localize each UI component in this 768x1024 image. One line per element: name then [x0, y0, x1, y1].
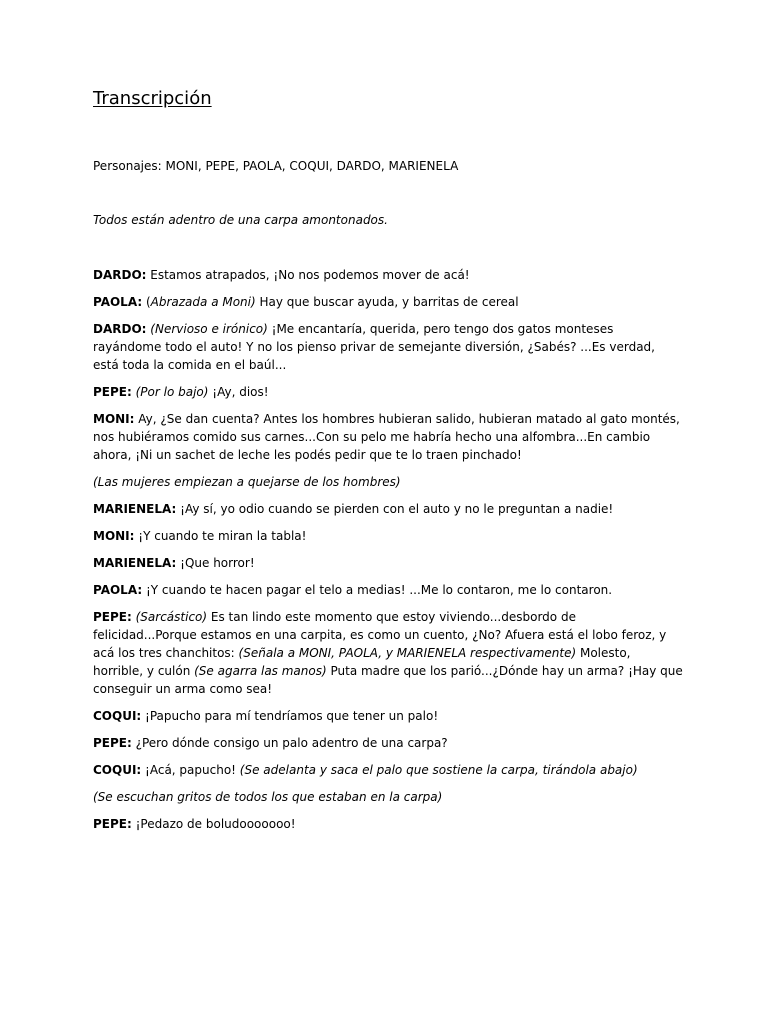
- dialogue-text: Estamos atrapados, ¡No nos podemos mover de acá!: [146, 268, 470, 282]
- stage-direction: [93, 473, 683, 491]
- dialogue-text: ¡Ay sí, yo odio cuando se pierden con el auto y no le preguntan a nadie!: [176, 502, 614, 516]
- dialogue-text: ¡Ay, dios!: [208, 385, 269, 399]
- stage-direction-text: (Se escuchan gritos de todos los que estaban en la carpa): [93, 790, 443, 804]
- dialogue-text: ¡Y cuando te miran la tabla!: [134, 529, 307, 543]
- speaker-name: PEPE:: [93, 817, 132, 831]
- dialogue-line: [93, 761, 683, 779]
- stage-direction-text: (Señala a MONI, PAOLA, y MARIENELA respectivamente): [238, 646, 577, 660]
- speaker-name: PEPE:: [93, 736, 132, 750]
- dialogue-text: Ay, ¿Se dan cuenta? Antes los hombres hubieran salido, hubieran matado al gato montés, nos hubiéramos comido sus carnes...Con su pelo me habría hecho una alfombra...En cambio ahora, ¡Ni un sachet de leche les podés pedir que te lo traen pinchado!: [93, 412, 680, 462]
- document-title: Transcripción: [93, 88, 212, 109]
- speaker-name: MONI:: [93, 529, 135, 543]
- script-body: [93, 266, 683, 842]
- speaker-name: MARIENELA:: [93, 502, 177, 516]
- dialogue-text: ¡Me encantaría, querida, pero tengo dos gatos monteses rayándome todo el auto! Y no los pienso privar de semejante diversión, ¿Sabés? ...Es verdad, está toda la comida en el baúl...: [93, 322, 655, 372]
- dialogue-line: [93, 554, 683, 572]
- dialogue-text: (: [142, 295, 151, 309]
- dialogue-line: [93, 293, 683, 311]
- stage-direction-text: (Las mujeres empiezan a quejarse de los hombres): [93, 475, 401, 489]
- dialogue-text: Es tan lindo este momento que estoy viviendo...desbordo de felicidad...Porque estamos en una carpita, es como un cuento, ¿No? Afuera está el lobo feroz, y acá los tres chanchitos:: [93, 610, 667, 660]
- stage-direction-text: (Nervioso e irónico): [150, 322, 268, 336]
- stage-direction-text: (Por lo bajo): [135, 385, 209, 399]
- stage-direction-text: Abrazada a Moni): [150, 295, 256, 309]
- speaker-name: MARIENELA:: [93, 556, 177, 570]
- dialogue-line: [93, 734, 683, 752]
- stage-direction-text: (Sarcástico): [135, 610, 208, 624]
- stage-direction-text: (Se agarra las manos): [194, 664, 327, 678]
- speaker-name: PEPE:: [93, 610, 132, 624]
- dialogue-text: ¡Acá, papucho!: [141, 763, 240, 777]
- dialogue-text: ¡Pedazo de boludooooooo!: [131, 817, 296, 831]
- dialogue-text: Molesto, horrible, y culón: [93, 646, 631, 678]
- speaker-name: MONI:: [93, 412, 135, 426]
- dialogue-line: [93, 581, 683, 599]
- dialogue-text: ¡Y cuando te hacen pagar el telo a medias! ...Me lo contaron, me lo contaron.: [142, 583, 613, 597]
- speaker-name: PAOLA:: [93, 583, 143, 597]
- dialogue-line: [93, 707, 683, 725]
- dialogue-text: ¡Que horror!: [176, 556, 255, 570]
- dialogue-line: [93, 320, 683, 374]
- stage-direction-text: (Se adelanta y saca el palo que sostiene la carpa, tirándola abajo): [239, 763, 638, 777]
- dialogue-text: Puta madre que los parió...¿Dónde hay un arma? ¡Hay que conseguir un arma como sea!: [93, 664, 683, 696]
- dialogue-text: Hay que buscar ayuda, y barritas de cereal: [255, 295, 519, 309]
- dialogue-line: [93, 527, 683, 545]
- dialogue-line: [93, 383, 683, 401]
- speaker-name: DARDO:: [93, 322, 147, 336]
- speaker-name: PAOLA:: [93, 295, 143, 309]
- dialogue-line: [93, 815, 683, 833]
- speaker-name: DARDO:: [93, 268, 147, 282]
- speaker-name: COQUI:: [93, 709, 142, 723]
- stage-direction: [93, 788, 683, 806]
- dialogue-line: [93, 266, 683, 284]
- dialogue-line: [93, 410, 683, 464]
- speaker-name: PEPE:: [93, 385, 132, 399]
- dialogue-text: ¿Pero dónde consigo un palo adentro de una carpa?: [131, 736, 448, 750]
- dialogue-line: [93, 500, 683, 518]
- characters-line: Personajes: MONI, PEPE, PAOLA, COQUI, DARDO, MARIENELA: [93, 159, 459, 173]
- intro-stage-direction: Todos están adentro de una carpa amontonados.: [93, 213, 388, 227]
- speaker-name: COQUI:: [93, 763, 142, 777]
- dialogue-text: ¡Papucho para mí tendríamos que tener un palo!: [141, 709, 439, 723]
- dialogue-line: [93, 608, 683, 698]
